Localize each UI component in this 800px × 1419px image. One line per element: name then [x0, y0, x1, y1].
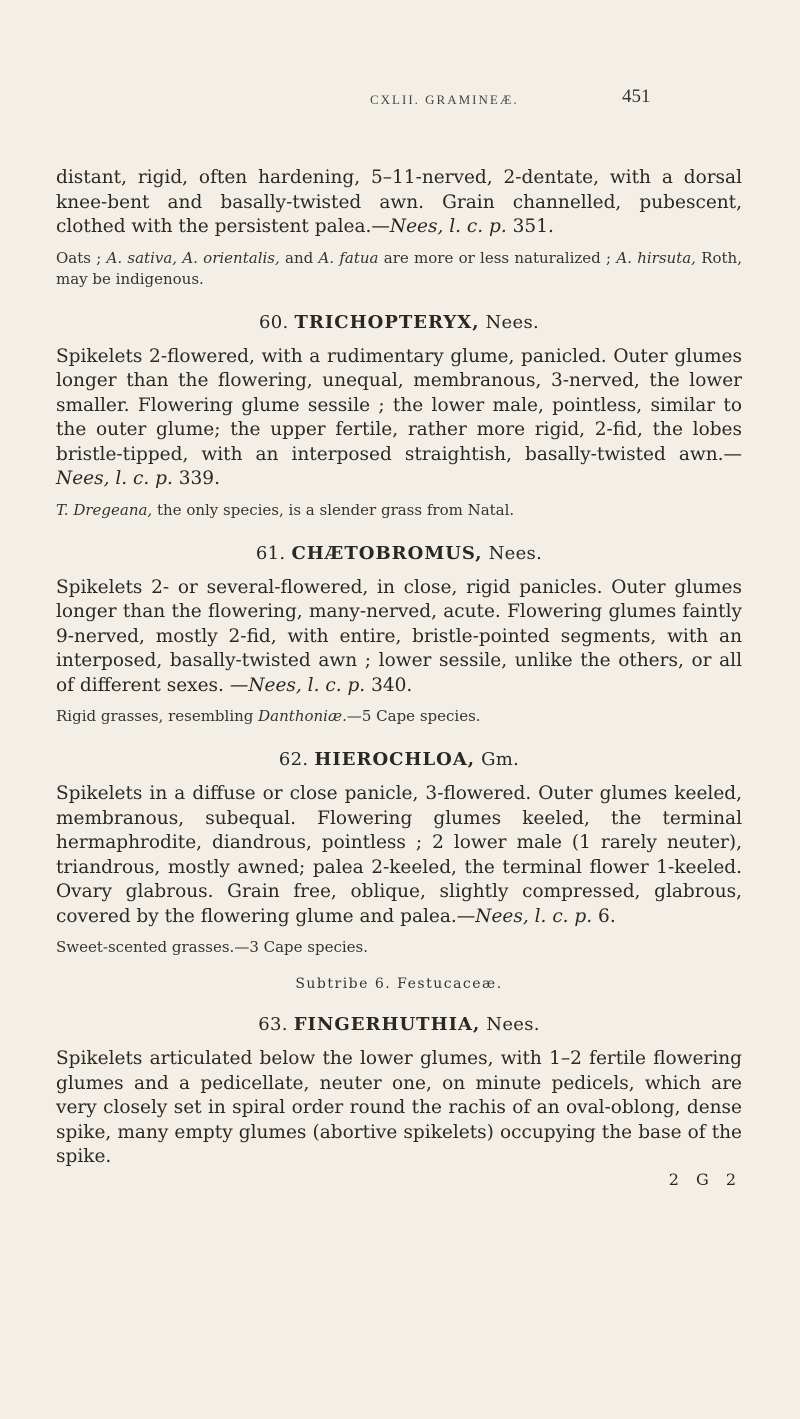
note-species: T. Dregeana,: [56, 500, 153, 519]
description-reference: Nees, l. c. p.: [248, 674, 366, 696]
intro-note-species: A. fatua: [318, 248, 379, 267]
genus-note-62: Sweet-scented grasses.—3 Cape species.: [56, 938, 369, 956]
intro-note: [56, 248, 742, 290]
description-text: Spikelets 2-flowered, with a rudimentary glume, panicled. Outer glumes longer than the flowering, unequal, membranous, 3-nerved, the lower smaller. Flowering glume sessile ; the lower male, pointless, similar to the outer glume; the upper fertile, rather more rigid, 2-fid, the lobes bristle-tipped, with an interposed straightish, basally-twisted awn.—: [56, 345, 742, 465]
page-body: [56, 166, 742, 1194]
genus-number: 63.: [258, 1014, 288, 1035]
genus-note-60: [56, 500, 742, 521]
subtribe-heading: Subtribe 6. Festucaceæ.: [295, 976, 503, 992]
genus-heading-63: [56, 1014, 742, 1035]
genus-name: FINGERHUTHIA,: [293, 1014, 481, 1035]
intro-reference: Nees, l. c. p.: [389, 216, 507, 237]
genus-heading-61: [56, 543, 742, 564]
note-text: —5 Cape species.: [346, 707, 481, 725]
genus-number: 62.: [278, 749, 309, 770]
genus-heading-62: [56, 749, 742, 770]
note-text: the only species, is a slender grass from Natal.: [152, 500, 515, 519]
genus-description-61: [56, 576, 742, 699]
genus-description-60: [56, 345, 742, 492]
page-number: 451: [622, 86, 651, 107]
intro-note-species: A. sativa, A. orientalis,: [106, 248, 280, 267]
page-header: [0, 86, 800, 116]
description-page-ref: 339.: [172, 468, 220, 489]
genus-number: 61.: [255, 542, 286, 564]
genus-description-62: [56, 782, 742, 929]
genus-description-63: Spikelets articulated below the lower glumes, with 1–2 fertile flowering glumes and a pedicellate, neuter one, on minute pedicels, which are very closely set in spiral order round the rachis of an oval-oblong, dense spike, many empty glumes (abortive spikelets) occupying the base of the spike.: [56, 1048, 742, 1167]
genus-heading-60: [56, 312, 742, 333]
intro-note-species: A. hirsuta,: [616, 248, 696, 267]
genus-name: TRICHOPTERYX,: [294, 311, 480, 333]
intro-text: distant, rigid, often hardening, 5–11-nerved, 2-dentate, with a dorsal knee-bent and basally-twisted awn. Grain channelled, pubescent, clothed with the persistent palea.—: [56, 167, 742, 237]
genus-author: Nees.: [485, 311, 540, 333]
genus-author: Nees.: [486, 1014, 540, 1035]
genus-name: CHÆTOBROMUS,: [291, 542, 483, 564]
description-reference: Nees, l. c. p.: [56, 468, 173, 489]
running-head: CXLII. GRAMINEÆ.: [370, 92, 519, 107]
signature-row: [56, 1170, 742, 1194]
intro-note-text: Oats ;: [56, 248, 107, 267]
genus-author: Nees.: [488, 542, 543, 564]
genus-name: HIEROCHLOA,: [314, 749, 476, 770]
intro-note-text: Roth, may be indigenous.: [56, 248, 742, 288]
genus-note-61: [56, 706, 742, 727]
intro-note-text: and: [279, 248, 319, 267]
intro-note-text: are more or less naturalized ;: [378, 248, 617, 267]
genus-author: Gm.: [481, 749, 520, 770]
genus-number: 60.: [258, 311, 289, 333]
signature-mark: 2 G 2: [668, 1169, 742, 1189]
intro-paragraph: [56, 166, 742, 240]
note-text: Rigid grasses, resembling: [56, 707, 259, 725]
note-species: Danthoniæ.: [258, 707, 347, 725]
description-page-ref: 6.: [592, 905, 616, 927]
intro-page-ref: 351.: [506, 216, 554, 237]
description-text: Spikelets in a diffuse or close panicle, 3-flowered. Outer glumes keeled, membranous, subequal. Flowering glumes keeled, the terminal hermaphrodite, diandrous, pointless ; 2 lower male (1 rarely neuter), triandrous, mostly awned; palea 2-keeled, the terminal flower 1-keeled. Ovary glabrous. Grain free, oblique, slightly compressed, glabrous, covered by the flowering glume and palea.—: [56, 783, 742, 927]
description-text: Spikelets 2- or several-flowered, in close, rigid panicles. Outer glumes longer than the flowering, many-nerved, acute. Flowering glumes faintly 9-nerved, mostly 2-fid, with entire, bristle-pointed segments, with an interposed, basally-twisted awn ; lower sessile, unlike the others, or all of different sexes. —: [56, 576, 742, 696]
description-reference: Nees, l. c. p.: [475, 905, 593, 927]
description-page-ref: 340.: [365, 674, 413, 696]
